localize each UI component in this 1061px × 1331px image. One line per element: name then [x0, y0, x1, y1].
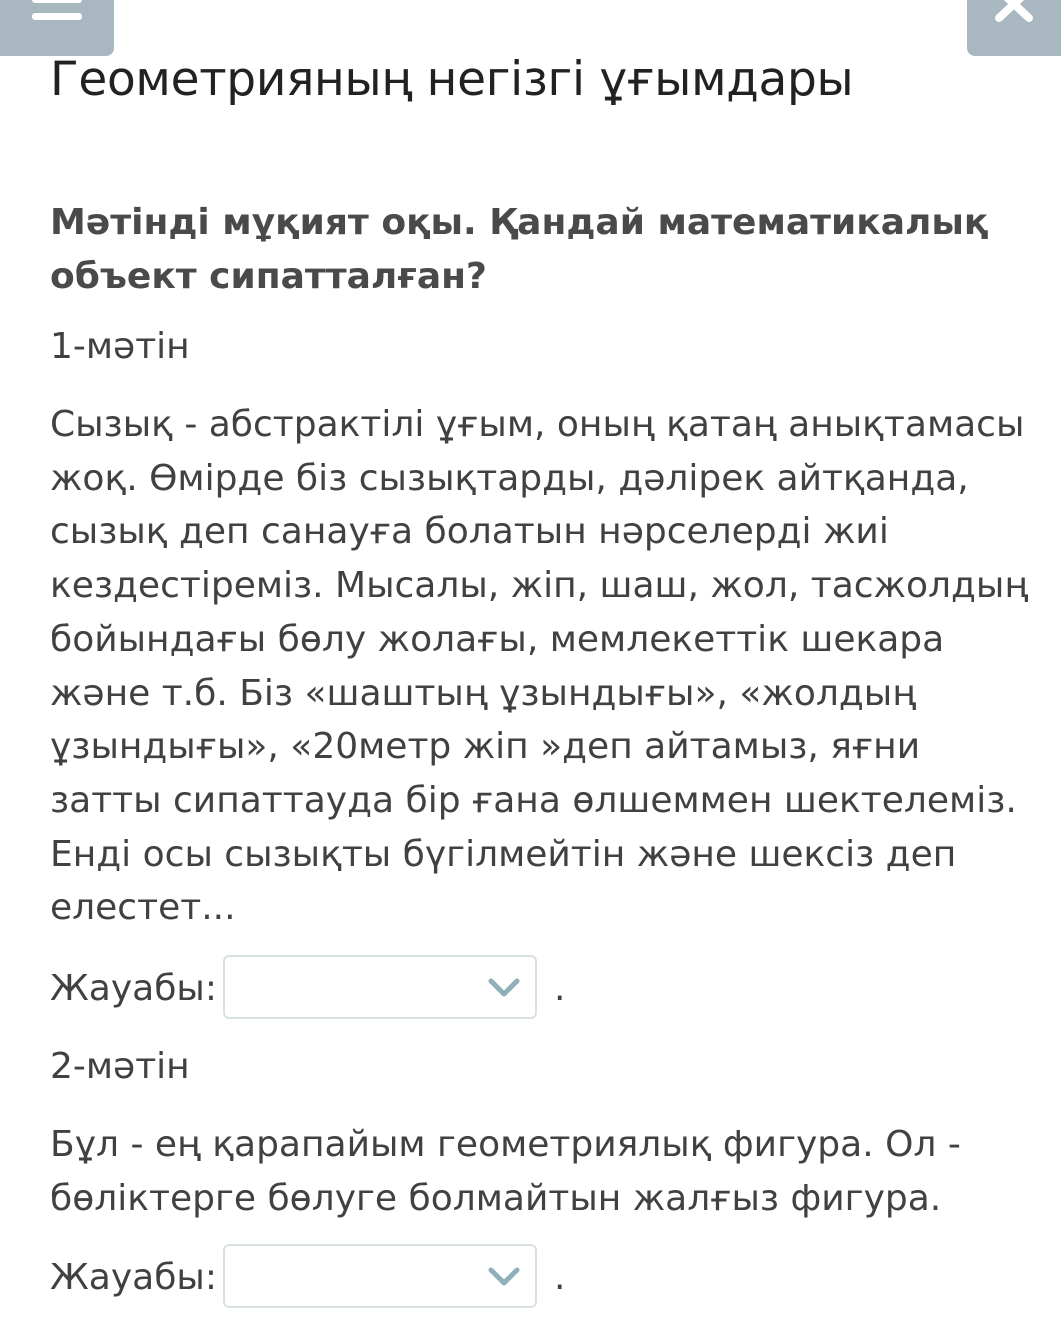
- text-1-heading: 1-мәтін: [50, 326, 190, 367]
- text-2-heading: 2-мәтін: [50, 1046, 190, 1087]
- question-prompt: Мәтінді мұқият оқы. Қандай математикалық объект сипатталған?: [50, 202, 989, 297]
- answer-2-period: .: [554, 1257, 566, 1298]
- close-button[interactable]: [967, 0, 1061, 56]
- menu-button[interactable]: [0, 0, 114, 56]
- chevron-down-icon: [487, 977, 521, 999]
- page-title: Геометрияның негізгі ұғымдары: [50, 52, 854, 107]
- hamburger-menu-icon: [32, 0, 82, 20]
- answer-2-dropdown[interactable]: [223, 1244, 537, 1308]
- answer-1-period: .: [554, 968, 566, 1009]
- answer-label: Жауабы:: [50, 1257, 217, 1298]
- text-1-passage: Сызық - абстрактілі ұғым, оның қатаң анықтамасы жоқ. Өмірде біз сызықтарды, дәлірек айтқанда, сызық деп санауға болатын нәрселерді жиі кездестіреміз. Мысалы, жіп, шаш, жол, тасжолдың бойындағы бөлу жолағы, мемлекеттік шекара және т.б. Біз «шаштың ұзындығы», «жолдың ұзындығы», «20метр жіп »деп айтамыз, яғни затты сипаттауда бір ғана өлшеммен шектелеміз. Енді осы сызықты бүгілмейтін және шексіз деп елестет...: [50, 404, 1029, 929]
- text-2-passage: Бұл - ең қарапайым геометриялық фигура. Ол - бөліктерге бөлуге болмайтын жалғыз фигура.: [50, 1124, 961, 1219]
- close-x-icon: [989, 0, 1039, 24]
- answer-label: Жауабы:: [50, 968, 217, 1009]
- answer-1-dropdown[interactable]: [223, 955, 537, 1019]
- chevron-down-icon: [487, 1266, 521, 1288]
